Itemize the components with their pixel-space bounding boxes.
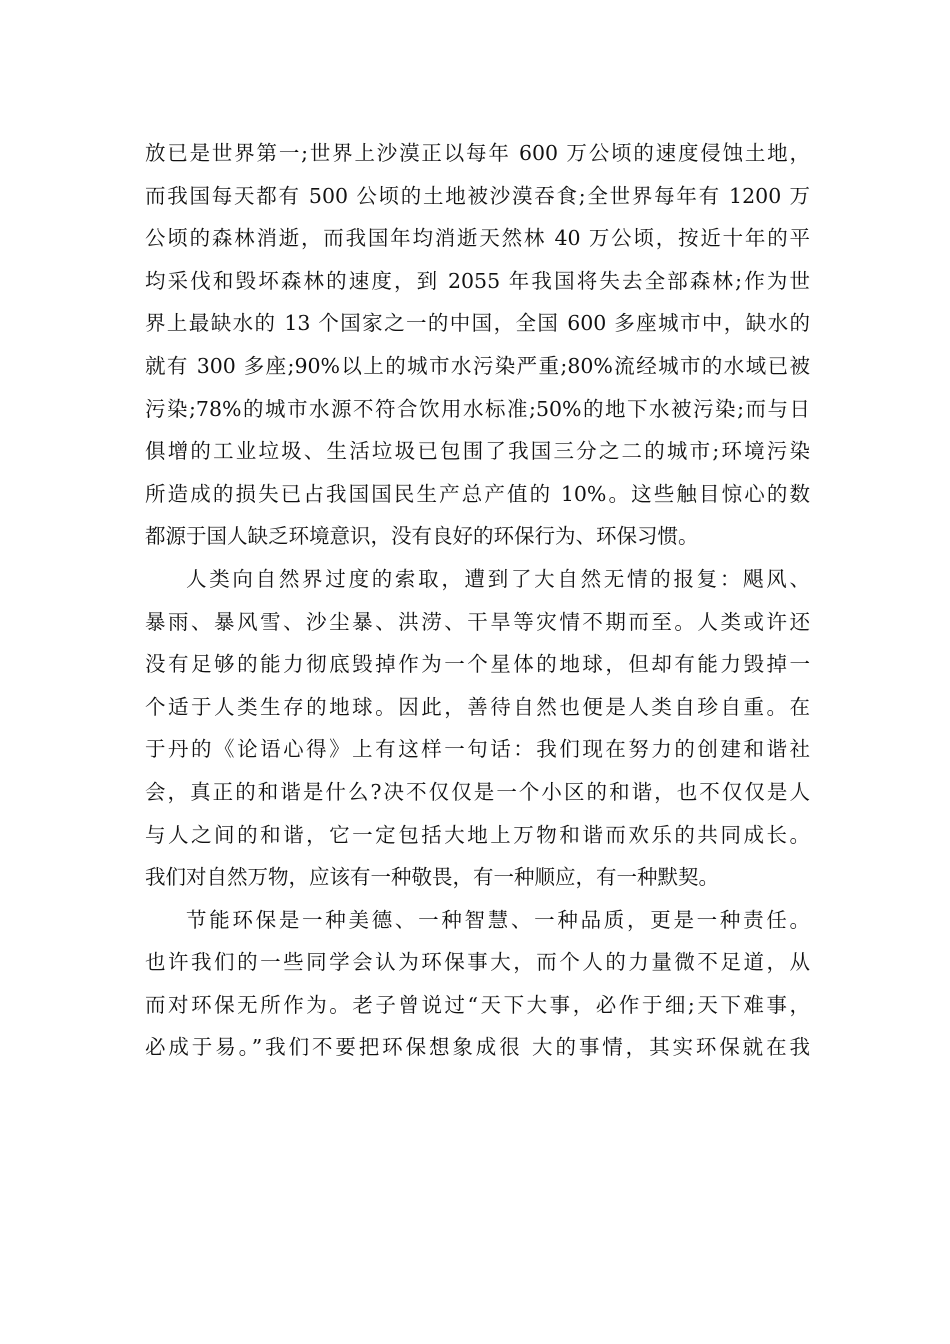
text-line: 公顷的森林消逝，而我国年均消逝天然林 40 万公顷，按近十年的平 <box>145 226 810 251</box>
text-line: 而我国每天都有 500 公顷的土地被沙漠吞食;全世界每年有 1200 万 <box>145 183 810 208</box>
body-text <box>145 132 810 1069</box>
paragraph-start-line: 节能环保是一种美德、一种智慧、一种品质，更是一种责任。 <box>186 907 810 932</box>
text-line: 必成于易。”我们不要把环保想象成很 大的事情，其实环保就在我 <box>145 1035 810 1060</box>
text-line: 都源于国人缺乏环境意识，没有良好的环保行为、环保习惯。 <box>145 524 699 549</box>
text-line: 会，真正的和谐是什么?决不仅仅是一个小区的和谐，也不仅仅是人 <box>145 779 810 804</box>
text-line: 暴雨、暴风雪、沙尘暴、洪涝、干旱等灾情不期而至。人类或许还 <box>145 609 810 634</box>
text-line: 均采伐和毁坏森林的速度，到 2055 年我国将失去全部森林;作为世 <box>145 268 810 293</box>
text-line: 所造成的损失已占我国国民生产总产值的 10%。这些触目惊心的数 <box>145 481 810 506</box>
text-line: 与人之间的和谐，它一定包括大地上万物和谐而欢乐的共同成长。 <box>145 822 810 847</box>
text-line: 污染;78%的城市水源不符合饮用水标准;50%的地下水被污染;而与日 <box>145 396 810 421</box>
text-line: 也许我们的一些同学会认为环保事大，而个人的力量微不足道，从 <box>145 950 810 975</box>
text-line: 于丹的《论语心得》上有这样一句话：我们现在努力的创建和谐社 <box>145 737 810 762</box>
text-line: 界上最缺水的 13 个国家之一的中国，全国 600 多座城市中，缺水的 <box>145 311 810 336</box>
text-line: 我们对自然万物，应该有一种敬畏，有一种顺应，有一种默契。 <box>145 865 719 890</box>
paragraph-start-line: 人类向自然界过度的索取，遭到了大自然无情的报复：飓风、 <box>186 566 810 591</box>
text-line: 没有足够的能力彻底毁掉作为一个星体的地球，但却有能力毁掉一 <box>145 652 810 677</box>
text-line: 而对环保无所作为。老子曾说过“天下大事，必作于细;天下难事， <box>145 992 810 1017</box>
text-line: 放已是世界第一;世界上沙漠正以每年 600 万公顷的速度侵蚀土地， <box>145 141 810 165</box>
text-line: 就有 300 多座;90%以上的城市水污染严重;80%流经城市的水域已被 <box>145 353 810 378</box>
text-line: 俱增的工业垃圾、生活垃圾已包围了我国三分之二的城市;环境污染 <box>145 439 810 464</box>
text-line: 个适于人类生存的地球。因此，善待自然也便是人类自珍自重。在 <box>145 694 810 719</box>
